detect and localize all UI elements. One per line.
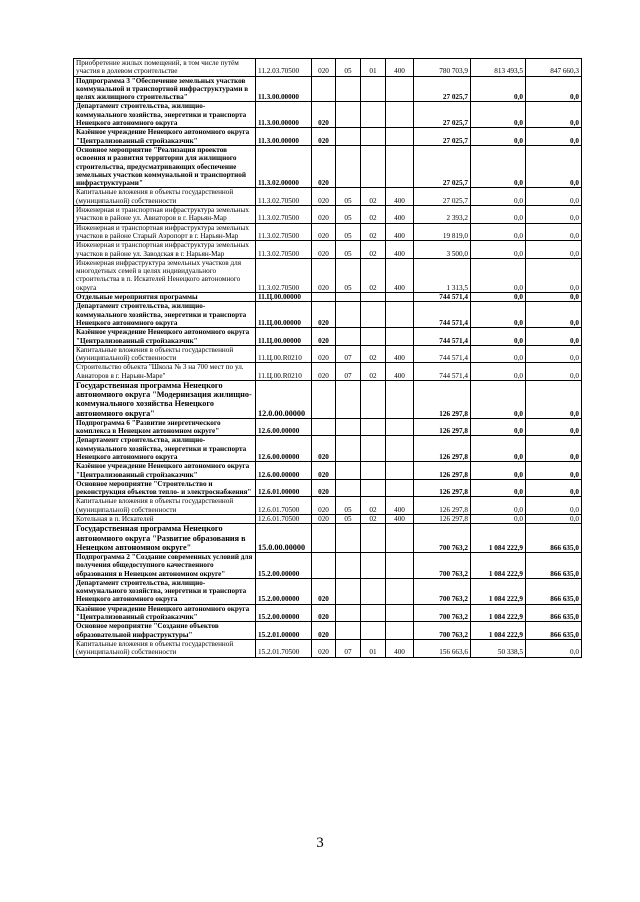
amount-year-1: 126 297,8 (414, 436, 471, 462)
section-code (336, 302, 361, 328)
section-code (336, 479, 361, 497)
ministry-code: 020 (312, 145, 336, 187)
amount-year-1: 126 297,8 (414, 418, 471, 436)
subsection-code (361, 604, 386, 622)
subsection-code (361, 76, 386, 102)
section-code (336, 102, 361, 128)
amount-year-1: 1 313,5 (414, 258, 471, 292)
row-name: Основное мероприятие "Создание объектов образовательной инфраструктуры" (74, 622, 256, 640)
amount-year-1: 126 297,8 (414, 479, 471, 497)
amount-year-3: 866 635,0 (526, 524, 582, 553)
amount-year-1: 700 763,2 (414, 604, 471, 622)
ministry-code: 020 (312, 59, 336, 77)
page-number: 3 (316, 835, 324, 851)
ministry-code: 020 (312, 206, 336, 224)
subsection-code: 01 (361, 639, 386, 657)
amount-year-1: 700 763,2 (414, 524, 471, 553)
section-code: 05 (336, 497, 361, 515)
row-name: Департамент строительства, жилищно-коммунального хозяйства, энергетики и транспорта Ненецкого автономного округа (74, 302, 256, 328)
expense-type-code (386, 479, 414, 497)
table-row (74, 604, 582, 622)
row-name: Капитальные вложения в объекты государственной (муниципальной) собственности (74, 345, 256, 363)
table-row (74, 76, 582, 102)
subsection-code (361, 102, 386, 128)
section-code: 07 (336, 363, 361, 381)
classification-code: 12.6.00.00000 (256, 436, 312, 462)
amount-year-2: 0,0 (471, 128, 526, 146)
ministry-code: 020 (312, 515, 336, 524)
amount-year-3: 866 635,0 (526, 604, 582, 622)
ministry-code (312, 293, 336, 302)
expense-type-code: 400 (386, 515, 414, 524)
classification-code: 15.0.00.00000 (256, 524, 312, 553)
ministry-code: 020 (312, 102, 336, 128)
section-code: 07 (336, 345, 361, 363)
table-row (74, 622, 582, 640)
table-row (74, 328, 582, 346)
table-row (74, 188, 582, 206)
classification-code: 15.2.01.70500 (256, 639, 312, 657)
amount-year-1: 3 500,0 (414, 241, 471, 259)
amount-year-3: 0,0 (526, 328, 582, 346)
row-name: Инженерная инфраструктура земельных участков для многодетных семей в целях индивидуального строительства в п. Искателей Ненецкого автономного округа (74, 258, 256, 292)
amount-year-2: 813 493,5 (471, 59, 526, 77)
amount-year-3: 0,0 (526, 515, 582, 524)
subsection-code: 02 (361, 363, 386, 381)
row-name: Подпрограмма 3 "Обеспечение земельных участков коммунальной и транспортной инфраструктурами в целях жилищного строительства" (74, 76, 256, 102)
classification-code: 12.0.00.00000 (256, 380, 312, 418)
expense-type-code (386, 604, 414, 622)
amount-year-3: 0,0 (526, 380, 582, 418)
section-code (336, 418, 361, 436)
table-row (74, 462, 582, 480)
expense-type-code (386, 418, 414, 436)
amount-year-3: 0,0 (526, 188, 582, 206)
amount-year-1: 780 703,9 (414, 59, 471, 77)
expense-type-code: 400 (386, 188, 414, 206)
section-code (336, 328, 361, 346)
amount-year-1: 700 763,2 (414, 578, 471, 604)
ministry-code: 020 (312, 188, 336, 206)
amount-year-1: 744 571,4 (414, 302, 471, 328)
amount-year-2: 0,0 (471, 223, 526, 241)
section-code: 05 (336, 258, 361, 292)
section-code: 05 (336, 223, 361, 241)
row-name: Строительство объекта "Школа № 3 на 700 мест по ул. Авиаторов в г. Нарьян-Маре" (74, 363, 256, 381)
expense-type-code: 400 (386, 363, 414, 381)
row-name: Капитальные вложения в объекты государственной (муниципальной) собственности (74, 188, 256, 206)
section-code (336, 524, 361, 553)
amount-year-3: 0,0 (526, 128, 582, 146)
table-row (74, 418, 582, 436)
ministry-code: 020 (312, 363, 336, 381)
classification-code: 12.6.01.70500 (256, 515, 312, 524)
classification-code: 15.2.00.00000 (256, 578, 312, 604)
table-row (74, 302, 582, 328)
table-row (74, 515, 582, 524)
row-name: Казённое учреждение Ненецкого автономного округа "Централизованный стройзаказчик" (74, 128, 256, 146)
subsection-code (361, 524, 386, 553)
row-name: Котельная в п. Искателей (74, 515, 256, 524)
expense-type-code (386, 302, 414, 328)
classification-code: 11.Ц.00.R0210 (256, 345, 312, 363)
table-row (74, 223, 582, 241)
ministry-code: 020 (312, 479, 336, 497)
ministry-code: 020 (312, 258, 336, 292)
row-name: Подпрограмма 2 "Создание современных условий для получения общедоступного качественного образования в Ненецком автономном округе" (74, 552, 256, 578)
amount-year-2: 0,0 (471, 418, 526, 436)
amount-year-2: 0,0 (471, 188, 526, 206)
expense-type-code (386, 102, 414, 128)
amount-year-3: 0,0 (526, 479, 582, 497)
amount-year-1: 126 297,8 (414, 380, 471, 418)
classification-code: 11.Ц.00.00000 (256, 302, 312, 328)
table-row (74, 145, 582, 187)
expense-type-code (386, 145, 414, 187)
amount-year-3: 866 635,0 (526, 552, 582, 578)
amount-year-3: 0,0 (526, 102, 582, 128)
ministry-code: 020 (312, 223, 336, 241)
budget-table (73, 58, 582, 658)
amount-year-2: 1 084 222,9 (471, 524, 526, 553)
amount-year-2: 0,0 (471, 515, 526, 524)
section-code (336, 604, 361, 622)
expense-type-code: 400 (386, 639, 414, 657)
subsection-code (361, 380, 386, 418)
amount-year-1: 19 819,0 (414, 223, 471, 241)
classification-code: 12.6.01.70500 (256, 497, 312, 515)
expense-type-code (386, 128, 414, 146)
table-row (74, 497, 582, 515)
classification-code: 11.3.02.70500 (256, 223, 312, 241)
amount-year-1: 2 393,2 (414, 206, 471, 224)
classification-code: 15.2.01.00000 (256, 622, 312, 640)
section-code (336, 145, 361, 187)
section-code: 05 (336, 188, 361, 206)
ministry-code: 020 (312, 604, 336, 622)
section-code (336, 552, 361, 578)
amount-year-1: 126 297,8 (414, 497, 471, 515)
subsection-code: 02 (361, 515, 386, 524)
classification-code: 11.3.02.70500 (256, 258, 312, 292)
row-name: Подпрограмма 6 "Развитие энергетического комплекса в Ненецком автономном округе" (74, 418, 256, 436)
expense-type-code (386, 462, 414, 480)
amount-year-1: 744 571,4 (414, 293, 471, 302)
row-name: Казённое учреждение Ненецкого автономного округа "Централизованный стройзаказчик" (74, 462, 256, 480)
amount-year-1: 126 297,8 (414, 462, 471, 480)
section-code: 05 (336, 241, 361, 259)
expense-type-code (386, 436, 414, 462)
classification-code: 11.3.02.70500 (256, 241, 312, 259)
ministry-code (312, 418, 336, 436)
expense-type-code (386, 328, 414, 346)
classification-code: 11.Ц.00.R0210 (256, 363, 312, 381)
row-name: Департамент строительства, жилищно-коммунального хозяйства, энергетики и транспорта Ненецкого автономного округа (74, 578, 256, 604)
table-row (74, 258, 582, 292)
amount-year-3: 0,0 (526, 436, 582, 462)
table-row (74, 293, 582, 302)
amount-year-2: 0,0 (471, 328, 526, 346)
row-name: Основное мероприятие "Реализация проектов освоения и развития территории для жилищного строительства, предусматривающих обеспечение земельных участков коммунальной и транспортной инфраструктурами" (74, 145, 256, 187)
ministry-code: 020 (312, 639, 336, 657)
row-name: Департамент строительства, жилищно-коммунального хозяйства, энергетики и транспорта Ненецкого автономного округа (74, 102, 256, 128)
subsection-code (361, 293, 386, 302)
classification-code: 11.3.00.00000 (256, 76, 312, 102)
expense-type-code: 400 (386, 497, 414, 515)
ministry-code: 020 (312, 497, 336, 515)
amount-year-3: 0,0 (526, 302, 582, 328)
amount-year-2: 1 084 222,9 (471, 552, 526, 578)
amount-year-3: 0,0 (526, 293, 582, 302)
expense-type-code (386, 76, 414, 102)
table-row (74, 380, 582, 418)
amount-year-3: 0,0 (526, 497, 582, 515)
amount-year-1: 156 663,6 (414, 639, 471, 657)
table-row (74, 206, 582, 224)
section-code (336, 462, 361, 480)
ministry-code: 020 (312, 578, 336, 604)
classification-code: 11.3.00.00000 (256, 128, 312, 146)
subsection-code: 01 (361, 59, 386, 77)
table-row (74, 345, 582, 363)
subsection-code: 02 (361, 206, 386, 224)
amount-year-3: 0,0 (526, 145, 582, 187)
classification-code: 11.3.02.00000 (256, 145, 312, 187)
amount-year-2: 1 084 222,9 (471, 622, 526, 640)
table-body (74, 59, 582, 658)
subsection-code: 02 (361, 258, 386, 292)
classification-code: 12.6.00.00000 (256, 462, 312, 480)
subsection-code: 02 (361, 241, 386, 259)
ministry-code (312, 524, 336, 553)
expense-type-code: 400 (386, 206, 414, 224)
amount-year-1: 27 025,7 (414, 145, 471, 187)
row-name: Капитальные вложения в объекты государственной (муниципальной) собственности (74, 497, 256, 515)
ministry-code: 020 (312, 345, 336, 363)
table-row (74, 639, 582, 657)
amount-year-2: 0,0 (471, 462, 526, 480)
amount-year-3: 0,0 (526, 206, 582, 224)
subsection-code (361, 578, 386, 604)
amount-year-2: 0,0 (471, 497, 526, 515)
table-row (74, 363, 582, 381)
ministry-code: 020 (312, 462, 336, 480)
subsection-code: 02 (361, 345, 386, 363)
section-code (336, 578, 361, 604)
section-code: 07 (336, 639, 361, 657)
amount-year-2: 0,0 (471, 145, 526, 187)
amount-year-1: 700 763,2 (414, 552, 471, 578)
ministry-code: 020 (312, 241, 336, 259)
subsection-code (361, 328, 386, 346)
amount-year-1: 744 571,4 (414, 363, 471, 381)
table-row (74, 241, 582, 259)
amount-year-1: 27 025,7 (414, 188, 471, 206)
amount-year-3: 0,0 (526, 258, 582, 292)
expense-type-code: 400 (386, 241, 414, 259)
subsection-code (361, 622, 386, 640)
ministry-code: 020 (312, 622, 336, 640)
section-code: 05 (336, 515, 361, 524)
row-name: Отдельные мероприятия программы (74, 293, 256, 302)
amount-year-1: 27 025,7 (414, 102, 471, 128)
subsection-code (361, 128, 386, 146)
subsection-code: 02 (361, 223, 386, 241)
amount-year-2: 0,0 (471, 206, 526, 224)
amount-year-1: 126 297,8 (414, 515, 471, 524)
amount-year-1: 700 763,2 (414, 622, 471, 640)
amount-year-3: 0,0 (526, 241, 582, 259)
expense-type-code (386, 380, 414, 418)
subsection-code (361, 552, 386, 578)
section-code (336, 76, 361, 102)
ministry-code: 020 (312, 302, 336, 328)
expense-type-code: 400 (386, 345, 414, 363)
classification-code: 11.3.02.70500 (256, 188, 312, 206)
amount-year-3: 847 660,3 (526, 59, 582, 77)
amount-year-3: 866 635,0 (526, 622, 582, 640)
section-code: 05 (336, 206, 361, 224)
amount-year-3: 0,0 (526, 76, 582, 102)
row-name: Казённое учреждение Ненецкого автономного округа "Централизованный стройзаказчик" (74, 328, 256, 346)
amount-year-3: 0,0 (526, 345, 582, 363)
amount-year-2: 0,0 (471, 363, 526, 381)
row-name: Инженерная и транспортная инфраструктура земельных участков в районе ул. Заводская в г. Нарьян-Мар (74, 241, 256, 259)
ministry-code (312, 76, 336, 102)
table-row (74, 102, 582, 128)
ministry-code: 020 (312, 128, 336, 146)
amount-year-1: 27 025,7 (414, 76, 471, 102)
table-row (74, 59, 582, 77)
amount-year-3: 0,0 (526, 462, 582, 480)
amount-year-2: 0,0 (471, 102, 526, 128)
subsection-code (361, 145, 386, 187)
amount-year-2: 0,0 (471, 479, 526, 497)
amount-year-1: 744 571,4 (414, 328, 471, 346)
classification-code: 11.3.00.00000 (256, 102, 312, 128)
section-code (336, 436, 361, 462)
table-row (74, 524, 582, 553)
subsection-code: 02 (361, 188, 386, 206)
amount-year-2: 0,0 (471, 302, 526, 328)
subsection-code (361, 479, 386, 497)
ministry-code: 020 (312, 328, 336, 346)
ministry-code (312, 552, 336, 578)
amount-year-2: 0,0 (471, 76, 526, 102)
subsection-code (361, 436, 386, 462)
section-code (336, 293, 361, 302)
section-code: 05 (336, 59, 361, 77)
table-row (74, 128, 582, 146)
amount-year-1: 27 025,7 (414, 128, 471, 146)
classification-code: 11.3.02.70500 (256, 206, 312, 224)
ministry-code: 020 (312, 436, 336, 462)
expense-type-code (386, 524, 414, 553)
amount-year-2: 0,0 (471, 380, 526, 418)
amount-year-3: 866 635,0 (526, 578, 582, 604)
amount-year-2: 0,0 (471, 241, 526, 259)
amount-year-2: 0,0 (471, 258, 526, 292)
expense-type-code (386, 622, 414, 640)
expense-type-code (386, 293, 414, 302)
subsection-code (361, 418, 386, 436)
row-name: Основное мероприятие "Строительство и реконструкция объектов тепло- и электроснабжения" (74, 479, 256, 497)
classification-code: 15.2.00.00000 (256, 552, 312, 578)
classification-code: 11.Ц.00.00000 (256, 293, 312, 302)
section-code (336, 380, 361, 418)
amount-year-2: 1 084 222,9 (471, 578, 526, 604)
table-row (74, 479, 582, 497)
table-row (74, 552, 582, 578)
amount-year-3: 0,0 (526, 639, 582, 657)
expense-type-code (386, 552, 414, 578)
classification-code: 11.Ц.00.00000 (256, 328, 312, 346)
amount-year-2: 0,0 (471, 293, 526, 302)
row-name: Департамент строительства, жилищно-коммунального хозяйства, энергетики и транспорта Ненецкого автономного округа (74, 436, 256, 462)
subsection-code: 02 (361, 497, 386, 515)
amount-year-2: 0,0 (471, 345, 526, 363)
amount-year-3: 0,0 (526, 363, 582, 381)
amount-year-3: 0,0 (526, 223, 582, 241)
row-name: Казённое учреждение Ненецкого автономного округа "Централизованный стройзаказчик" (74, 604, 256, 622)
row-name: Приобретение жилых помещений, в том числе путём участия в долевом строительстве (74, 59, 256, 77)
amount-year-2: 1 084 222,9 (471, 604, 526, 622)
row-name: Государственная программа Ненецкого автономного округа "Развитие образования в Ненецком автономном округе" (74, 524, 256, 553)
row-name: Капитальные вложения в объекты государственной (муниципальной) собственности (74, 639, 256, 657)
classification-code: 12.6.00.00000 (256, 418, 312, 436)
amount-year-3: 0,0 (526, 418, 582, 436)
row-name: Инженерная и транспортная инфраструктура земельных участков в районе ул. Авиаторов в г. Нарьян-Мар (74, 206, 256, 224)
expense-type-code: 400 (386, 59, 414, 77)
expense-type-code: 400 (386, 223, 414, 241)
subsection-code (361, 302, 386, 328)
amount-year-2: 50 338,5 (471, 639, 526, 657)
subsection-code (361, 462, 386, 480)
amount-year-1: 744 571,4 (414, 345, 471, 363)
row-name: Государственная программа Ненецкого автономного округа "Модернизация жилищно-коммунального хозяйства Ненецкого автономного округа" (74, 380, 256, 418)
ministry-code (312, 380, 336, 418)
table-row (74, 436, 582, 462)
section-code (336, 128, 361, 146)
section-code (336, 622, 361, 640)
amount-year-2: 0,0 (471, 436, 526, 462)
table-row (74, 578, 582, 604)
classification-code: 11.2.03.70500 (256, 59, 312, 77)
expense-type-code: 400 (386, 258, 414, 292)
classification-code: 12.6.01.00000 (256, 479, 312, 497)
expense-type-code (386, 578, 414, 604)
row-name: Инженерная и транспортная инфраструктура земельных участков в районе Старый Аэропорт в г. Нарьян-Мар (74, 223, 256, 241)
classification-code: 15.2.00.00000 (256, 604, 312, 622)
